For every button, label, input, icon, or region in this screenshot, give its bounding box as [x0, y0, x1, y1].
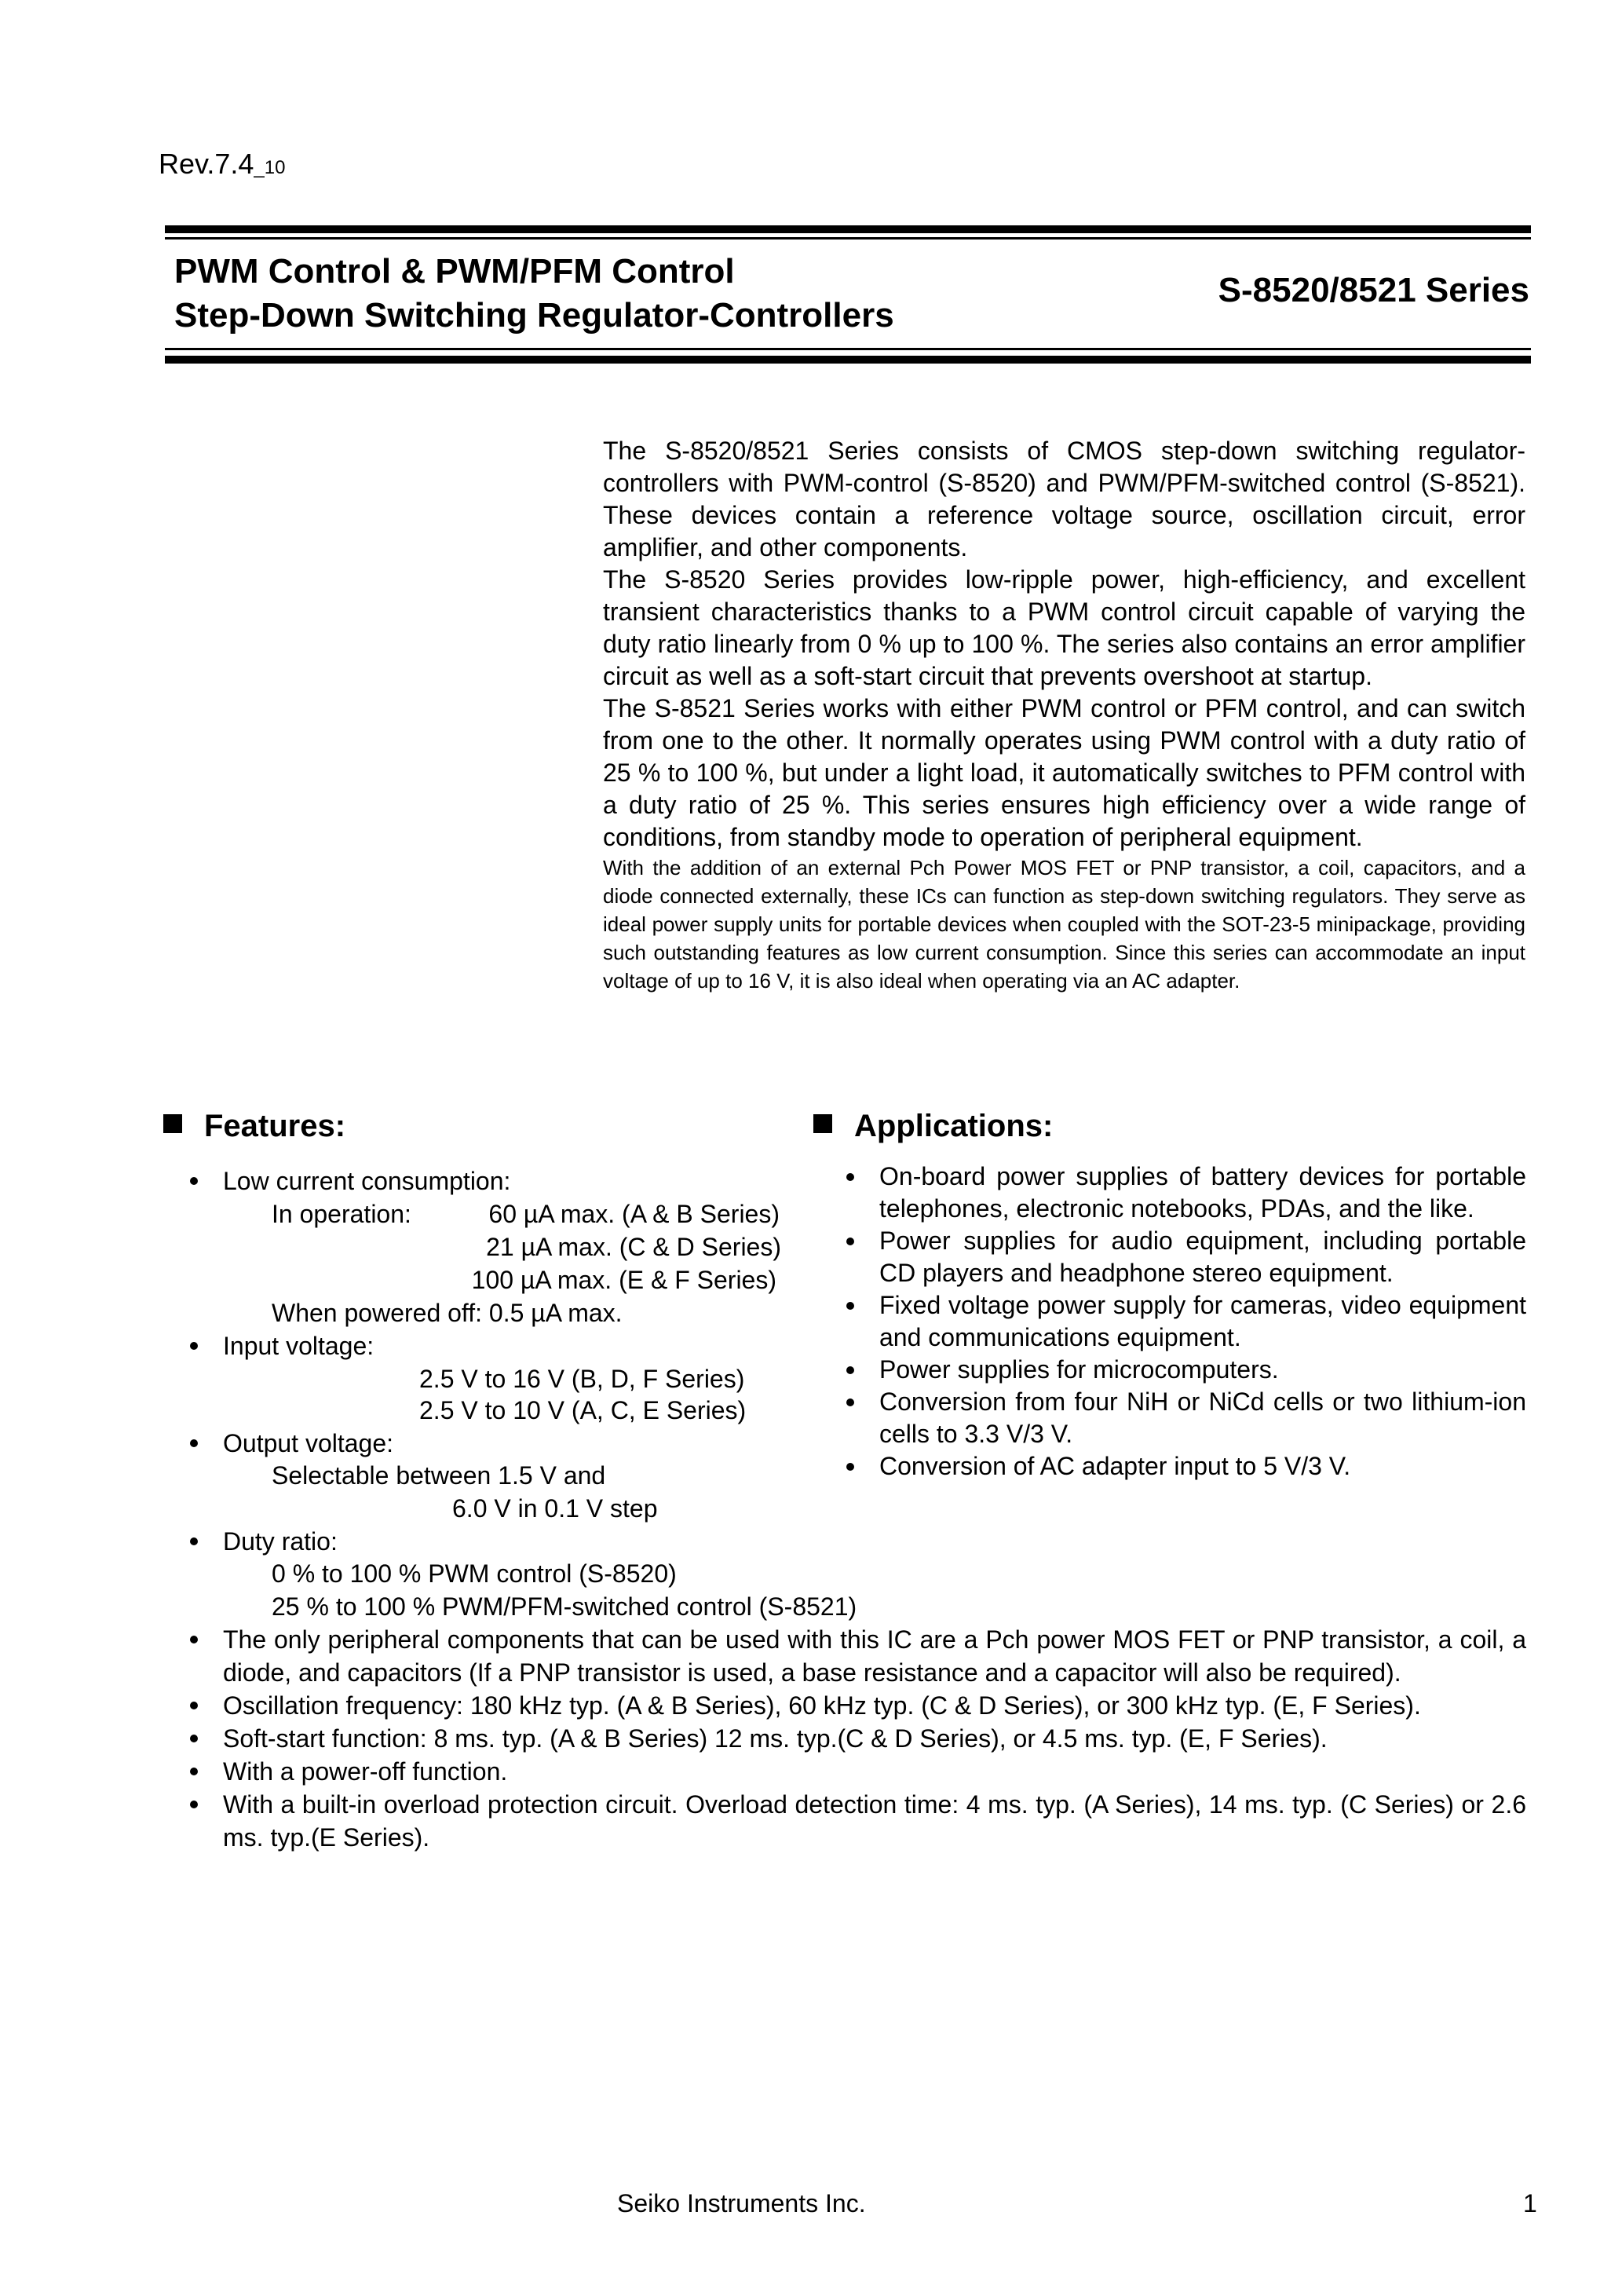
features-heading-text: Features: — [204, 1109, 346, 1143]
feature-op-1: 60 µA max. (A & B Series) — [488, 1200, 780, 1228]
revision-number: Rev.7.4 — [159, 148, 254, 180]
feature-input-voltage: Input voltage: — [223, 1329, 374, 1362]
intro-paragraph: With the addition of an external Pch Power MOS FET or PNP transistor, a coil, capacitors, and a diode connected externally, these ICs can function as step-down switching regulators. They serve as ideal power supply units for portable devices when coupled with the SOT-23-5 minipackage, providing such outstanding features as low current consumption. Since this series can accommodate an input voltage of up to 16 V, it is also ideal when operating via an AC adapter. — [603, 856, 1525, 993]
feature-ov-2: 6.0 V in 0.1 V step — [452, 1494, 658, 1523]
list-item: Soft-start function: 8 ms. typ. (A & B Series) 12 ms. typ.(C & D Series), or 4.5 ms. typ. (E, F Series). — [223, 1722, 1526, 1755]
page-number: 1 — [1523, 2189, 1537, 2217]
applications-heading-text: Applications: — [854, 1109, 1054, 1143]
header-top-rule — [165, 225, 1531, 233]
list-item: Conversion of AC adapter input to 5 V/3 V. — [879, 1450, 1526, 1483]
feature-powered-off: When powered off: 0.5 µA max. — [272, 1299, 623, 1327]
list-item: Power supplies for microcomputers. — [879, 1354, 1526, 1386]
feature-output-voltage: Output voltage: — [223, 1427, 393, 1460]
square-bullet-icon — [813, 1114, 832, 1133]
title-line-1: PWM Control & PWM/PFM Control — [174, 252, 735, 291]
title-line-2: Step-Down Switching Regulator-Controllers — [174, 296, 894, 335]
revision-suffix: _10 — [254, 157, 286, 178]
feature-duty-ratio: Duty ratio: — [223, 1525, 338, 1558]
feature-dr-1: 0 % to 100 % PWM control (S-8520) — [272, 1559, 677, 1588]
list-item: Oscillation frequency: 180 kHz typ. (A & B Series), 60 kHz typ. (C & D Series), or 300 kHz typ. (E, F Series). — [223, 1689, 1526, 1722]
feature-ov-1: Selectable between 1.5 V and — [272, 1461, 606, 1490]
series-name: S-8520/8521 Series — [1218, 271, 1529, 309]
list-item: Power supplies for audio equipment, including portable CD players and headphone stereo equipment. — [879, 1225, 1526, 1289]
list-item: With a built-in overload protection circuit. Overload detection time: 4 ms. typ. (A Series), 14 ms. typ. (C Series) or 2.6 ms. typ.(E Series). — [223, 1788, 1526, 1854]
feature-in-operation: In operation: — [272, 1200, 411, 1228]
header-top-thin-rule — [165, 237, 1531, 239]
list-item: On-board power supplies of battery devices for portable telephones, electronic notebooks, PDAs, and the like. — [879, 1161, 1526, 1225]
feature-op-3: 100 µA max. (E & F Series) — [471, 1266, 776, 1294]
square-bullet-icon — [163, 1114, 182, 1133]
applications-heading — [813, 1109, 1053, 1144]
header-bottom-rule — [165, 356, 1531, 364]
intro-paragraph: The S-8521 Series works with either PWM control or PFM control, and can switch from one to the other. It normally operates using PWM control with a duty ratio of 25 % to 100 %, but under a light load, it automatically switches to PFM control with a duty ratio of 25 %. This series ensures high efficiency over a wide range of conditions, from standby mode to operation of peripheral equipment. — [603, 694, 1525, 851]
introduction — [603, 435, 1525, 995]
feature-iv-2: 2.5 V to 10 V (A, C, E Series) — [419, 1396, 747, 1424]
document-title — [174, 250, 894, 338]
intro-paragraph: The S-8520/8521 Series consists of CMOS step-down switching regulator-controllers with PWM-control (S-8520) and PWM/PFM-switched control (S-8521). These devices contain a reference voltage source, oscillation circuit, error amplifier, and other components. — [603, 437, 1525, 561]
features-heading — [163, 1109, 345, 1144]
feature-op-2: 21 µA max. (C & D Series) — [486, 1233, 781, 1261]
header-bottom-thin-rule — [165, 348, 1531, 350]
intro-paragraph: The S-8520 Series provides low-ripple power, high-efficiency, and excellent transient characteristics thanks to a PWM control circuit capable of varying the duty ratio linearly from 0 % up to 100 %. The series also contains an error amplifier circuit as well as a soft-start circuit that prevents overshoot at startup. — [603, 565, 1525, 690]
feature-low-current: Low current consumption: — [223, 1164, 510, 1197]
features-full-width-list — [223, 1623, 1526, 1854]
list-item: Fixed voltage power supply for cameras, video equipment and communications equipment. — [879, 1289, 1526, 1354]
revision-label — [159, 148, 285, 181]
footer-company: Seiko Instruments Inc. — [617, 2189, 866, 2217]
list-item: With a power-off function. — [223, 1755, 1526, 1788]
feature-iv-1: 2.5 V to 16 V (B, D, F Series) — [419, 1365, 745, 1393]
applications-list — [879, 1161, 1526, 1483]
list-item: The only peripheral components that can be used with this IC are a Pch power MOS FET or PNP transistor, a coil, a diode, and capacitors (If a PNP transistor is used, a base resistance and a capacitor will also be required). — [223, 1623, 1526, 1689]
list-item: Conversion from four NiH or NiCd cells or two lithium-ion cells to 3.3 V/3 V. — [879, 1386, 1526, 1450]
feature-dr-2: 25 % to 100 % PWM/PFM-switched control (S-8521) — [272, 1592, 857, 1621]
